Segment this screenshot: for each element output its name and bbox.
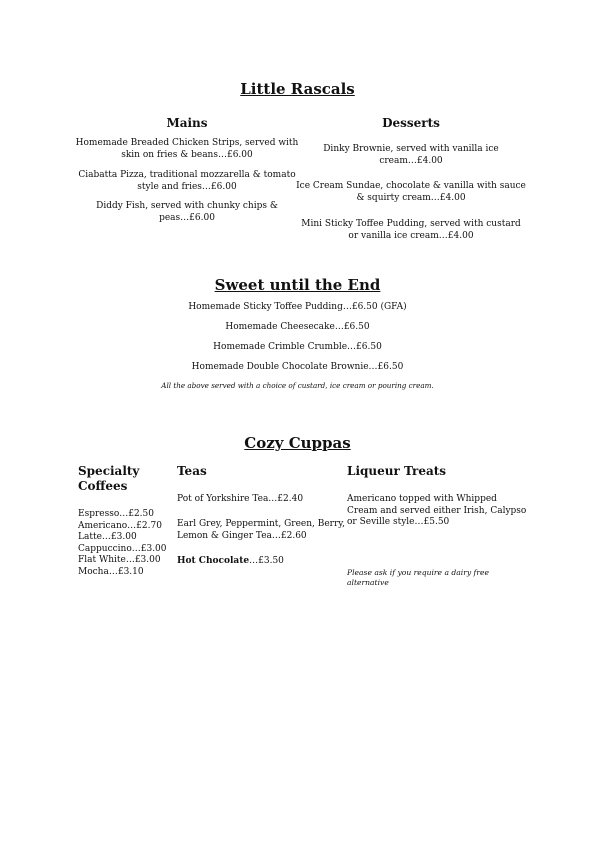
list-item: Espresso…£2.50 <box>78 509 154 519</box>
sweet-item: Homemade Sticky Toffee Pudding…£6.50 (GFA) <box>188 302 407 312</box>
sweet-title: Sweet until the End <box>214 276 381 294</box>
desserts-item: Ice Cream Sundae, chocolate & vanilla with sauce & squirty cream…£4.00 <box>296 181 526 203</box>
specialty-coffees-heading: Specialty Coffees <box>78 464 140 493</box>
desserts-item: Mini Sticky Toffee Pudding, served with custard or vanilla ice cream…£4.00 <box>301 219 521 241</box>
liqueur-treats-heading: Liqueur Treats <box>347 464 447 478</box>
mains-item: Diddy Fish, served with chunky chips & peas…£6.00 <box>96 201 278 223</box>
mains-item: Homemade Breaded Chicken Strips, served with skin on fries & beans…£6.00 <box>75 138 299 160</box>
sweet-item: Homemade Double Chocolate Brownie…£6.50 <box>191 362 404 372</box>
sweet-note: All the above served with a choice of custard, ice cream or pouring cream. <box>161 381 434 390</box>
list-item: Mocha…£3.10 <box>78 566 144 577</box>
list-item: Flat White…£3.00 <box>78 555 161 565</box>
list-item: Cappuccino…£3.00 <box>78 543 167 554</box>
desserts-heading: Desserts <box>382 116 440 130</box>
liqueur-treats-text: Americano topped with Whipped Cream and served either Irish, Calypso or Seville style…£5.50 <box>347 494 527 527</box>
list-item: Latte…£3.00 <box>78 532 137 542</box>
cozy-cuppas-title: Cozy Cuppas <box>244 434 351 452</box>
hot-chocolate-price: …£3.50 <box>249 556 284 566</box>
desserts-item: Dinky Brownie, served with vanilla ice cream…£4.00 <box>323 144 499 166</box>
little-rascals-title: Little Rascals <box>240 80 355 98</box>
hot-chocolate-item <box>177 556 284 568</box>
tea-item: Earl Grey, Peppermint, Green, Berry, Lemon & Ginger Tea…£2.60 <box>177 519 346 541</box>
sweet-item: Homemade Crimble Crumble…£6.50 <box>213 342 382 352</box>
teas-heading: Teas <box>177 464 207 478</box>
list-item: Americano…£2.70 <box>78 520 162 531</box>
mains-item: Ciabatta Pizza, traditional mozzarella & tomato style and fries…£6.00 <box>78 170 296 192</box>
hot-chocolate-name: Hot Chocolate <box>177 556 250 566</box>
tea-item: Pot of Yorkshire Tea…£2.40 <box>177 494 304 504</box>
sweet-item: Homemade Cheesecake…£6.50 <box>225 322 370 332</box>
specialty-coffees-list <box>78 509 167 578</box>
mains-heading: Mains <box>166 116 208 130</box>
dairy-free-note: Please ask if you require a dairy free alternative <box>347 568 489 587</box>
